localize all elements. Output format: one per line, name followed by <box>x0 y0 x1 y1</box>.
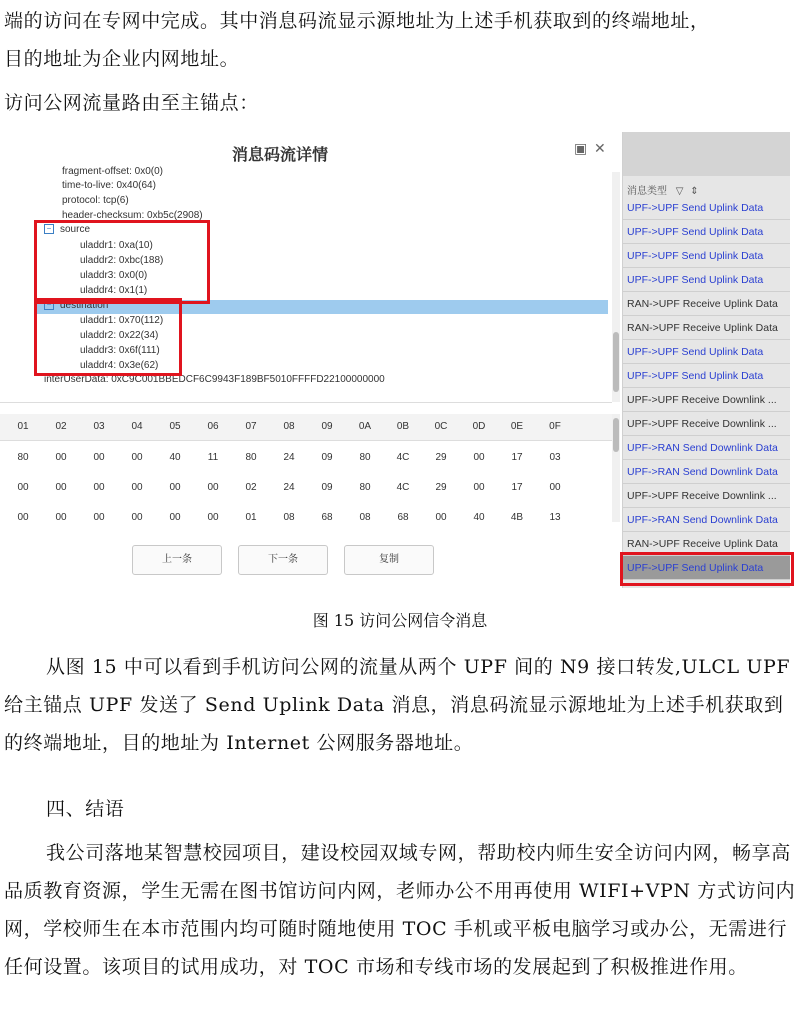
hex-cell: 02 <box>245 482 257 493</box>
hex-cell: 00 <box>207 512 219 523</box>
hex-header-cell: 01 <box>17 421 29 432</box>
hex-cell: 00 <box>131 452 143 463</box>
hex-header-cell: 02 <box>55 421 67 432</box>
tree-row <box>62 166 163 177</box>
tree-row-label: uladdr3: 0x0(0) <box>80 270 148 281</box>
list-item[interactable]: UPF->UPF Receive Downlink ... <box>623 388 790 412</box>
list-item[interactable]: UPF->UPF Send Uplink Data <box>623 244 790 268</box>
body-line-2: 目的地址为企业内网地址。 <box>4 48 240 70</box>
prev-button[interactable]: 上一条 <box>132 545 222 575</box>
hex-cell: 00 <box>17 482 29 493</box>
collapse-icon[interactable]: − <box>44 224 54 234</box>
hex-cell: 80 <box>359 482 371 493</box>
tree-row-label: uladdr4: 0x1(1) <box>80 285 148 296</box>
hex-cell: 09 <box>321 452 333 463</box>
copy-button[interactable]: 复制 <box>344 545 434 575</box>
hex-cell: 29 <box>435 452 447 463</box>
list-item[interactable]: UPF->UPF Send Uplink Data <box>623 196 790 220</box>
list-item[interactable]: UPF->UPF Send Uplink Data <box>623 268 790 292</box>
hex-header-cell: 08 <box>283 421 295 432</box>
list-item[interactable]: UPF->UPF Receive Downlink ... <box>623 412 790 436</box>
hex-cell: 00 <box>93 452 105 463</box>
hex-cell: 08 <box>283 512 295 523</box>
tree-row-label: time-to-live: 0x40(64) <box>62 180 156 191</box>
hex-cell: 17 <box>511 452 523 463</box>
list-item[interactable]: RAN->UPF Receive Uplink Data <box>623 316 790 340</box>
message-detail-dialog <box>0 132 623 588</box>
hex-cell: 68 <box>321 512 333 523</box>
hex-cell: 01 <box>245 512 257 523</box>
tree-row-label: uladdr4: 0x3e(62) <box>80 360 159 371</box>
hex-cell: 80 <box>245 452 257 463</box>
close-icon[interactable]: ✕ <box>594 140 606 156</box>
body-line-3: 访问公网流量路由至主锚点： <box>4 92 259 114</box>
hex-header-cell: 0A <box>358 421 372 432</box>
hex-cell: 00 <box>207 482 219 493</box>
figure-screenshot <box>0 132 800 588</box>
figure-caption: 图 15 访问公网信令消息 <box>312 611 488 630</box>
tree-row-label: protocol: tcp(6) <box>62 195 129 206</box>
hex-header-row <box>0 414 612 441</box>
list-item[interactable]: UPF->RAN Send Downlink Data <box>623 436 790 460</box>
hex-cell: 00 <box>55 512 67 523</box>
paragraph-3: 我公司落地某智慧校园项目，建设校园双域专网，帮助校内师生安全访问内网，畅享高品质教育资源，学生无需在图书馆访问内网，老师办公不用再使用 WIFI+VPN 方式访问内网，学校师生在本市范围内均可随时随地使用 TOC 手机或平板电脑学习或办公，无需进行任何设置。该项目的试用成功，对 TOC 市场和专线市场的发展起到了积极推进作用。 <box>4 842 796 978</box>
hex-scrollbar[interactable] <box>612 414 620 522</box>
hex-cell: 80 <box>359 452 371 463</box>
hex-header-cell: 09 <box>321 421 333 432</box>
tree-row <box>62 180 156 191</box>
selected-item-highlight-box <box>620 552 794 586</box>
hex-cell: 4C <box>396 452 410 463</box>
hex-cell: 40 <box>169 452 181 463</box>
hex-cell: 17 <box>511 482 523 493</box>
list-item[interactable]: UPF->UPF Send Uplink Data <box>623 364 790 388</box>
tree-row-label: uladdr2: 0xbc(188) <box>80 255 164 266</box>
column-message-type[interactable] <box>627 182 699 197</box>
collapse-icon[interactable]: − <box>44 300 54 310</box>
hex-header-cell: 0F <box>549 421 561 432</box>
hex-cell: 00 <box>93 482 105 493</box>
hex-cell: 00 <box>549 482 561 493</box>
hex-cell: 24 <box>283 452 295 463</box>
hex-cell: 4C <box>396 482 410 493</box>
list-item[interactable]: UPF->UPF Send Uplink Data <box>623 220 790 244</box>
hex-cell: 11 <box>207 452 219 463</box>
tree-row-label: header-checksum: 0xb5c(2908) <box>62 210 203 221</box>
source-highlight-box <box>34 220 210 304</box>
list-item[interactable]: UPF->RAN Send Downlink Data <box>623 460 790 484</box>
hex-cell: 29 <box>435 482 447 493</box>
tree-row-label: uladdr2: 0x22(34) <box>80 330 159 341</box>
hex-cell: 4B <box>510 512 524 523</box>
hex-header-cell: 0C <box>434 421 448 432</box>
body-line-1: 端的访问在专网中完成。其中消息码流显示源地址为上述手机获取到的终端地址， <box>4 10 710 32</box>
tree-row-label: uladdr1: 0x70(112) <box>80 315 164 326</box>
list-item[interactable]: UPF->UPF Receive Downlink ... <box>623 484 790 508</box>
hex-cell: 00 <box>93 512 105 523</box>
hex-header-cell: 0B <box>396 421 410 432</box>
hex-cell: 00 <box>55 452 67 463</box>
hex-header-cell: 03 <box>93 421 105 432</box>
next-button[interactable]: 下一条 <box>238 545 328 575</box>
hex-cell: 40 <box>473 512 485 523</box>
hex-cell: 24 <box>283 482 295 493</box>
hex-row <box>0 448 612 474</box>
tree-row-label: uladdr1: 0xa(10) <box>80 240 153 251</box>
tree-row-label: source <box>60 224 91 235</box>
list-item[interactable]: RAN->UPF Receive Uplink Data <box>623 292 790 316</box>
tree-row-label: fragment-offset: 0x0(0) <box>62 166 163 177</box>
hex-cell: 08 <box>359 512 371 523</box>
list-header <box>623 132 790 176</box>
hex-row <box>0 508 612 534</box>
hex-cell: 09 <box>321 482 333 493</box>
hex-cell: 00 <box>169 482 181 493</box>
hex-header-cell: 0E <box>510 421 524 432</box>
hex-table <box>0 414 612 522</box>
message-type-list <box>623 132 790 588</box>
hex-cell: 00 <box>473 482 485 493</box>
hex-cell: 13 <box>549 512 561 523</box>
hex-cell: 00 <box>131 482 143 493</box>
list-item[interactable]: RAN->UPF Receive Uplink Data <box>623 532 790 556</box>
maximize-icon[interactable]: ▣ <box>574 140 588 156</box>
tree-row <box>62 195 129 206</box>
hex-cell: 00 <box>435 512 447 523</box>
hex-header-cell: 06 <box>207 421 219 432</box>
sort-icon[interactable]: ⇕ <box>690 186 699 197</box>
hex-header-cell: 0D <box>472 421 486 432</box>
hex-header-cell: 04 <box>131 421 143 432</box>
column-label: 消息类型 <box>627 186 667 197</box>
hex-header-cell: 07 <box>245 421 257 432</box>
hex-cell: 00 <box>131 512 143 523</box>
tree-row-label: uladdr3: 0x6f(111) <box>80 345 160 356</box>
tree-row-label: interUserData: 0xC9C001BBEDCF6C9943F189BF5010FFFFD22100000000 <box>44 374 385 385</box>
hex-cell: 68 <box>397 512 409 523</box>
hex-cell: 80 <box>17 452 29 463</box>
dialog-title: 消息码流详情 <box>231 147 328 164</box>
hex-header-cell: 05 <box>169 421 181 432</box>
hex-row <box>0 478 612 504</box>
hex-cell: 00 <box>55 482 67 493</box>
filter-icon[interactable]: ▽ <box>675 186 684 197</box>
list-item[interactable]: UPF->UPF Send Uplink Data <box>623 340 790 364</box>
tree-scrollbar[interactable] <box>612 172 620 402</box>
hex-cell: 00 <box>169 512 181 523</box>
tree-row-label: destination <box>60 300 109 311</box>
paragraph-2: 从图 15 中可以看到手机访问公网的流量从两个 UPF 间的 N9 接口转发,ULCL UPF 给主锚点 UPF 发送了 Send Uplink Data 消息，消息码流显示源地址为上述手机获取到的终端地址，目的地址为 Internet 公网服务器地址。 <box>4 656 791 754</box>
section-heading: 四、结语 <box>46 798 125 820</box>
list-item[interactable]: UPF->RAN Send Downlink Data <box>623 508 790 532</box>
hex-cell: 00 <box>17 512 29 523</box>
hex-cell: 03 <box>549 452 561 463</box>
list-item[interactable]: UPF->UPF Send Uplink Data <box>623 556 790 580</box>
hex-cell: 00 <box>473 452 485 463</box>
destination-highlight-box <box>34 298 182 376</box>
